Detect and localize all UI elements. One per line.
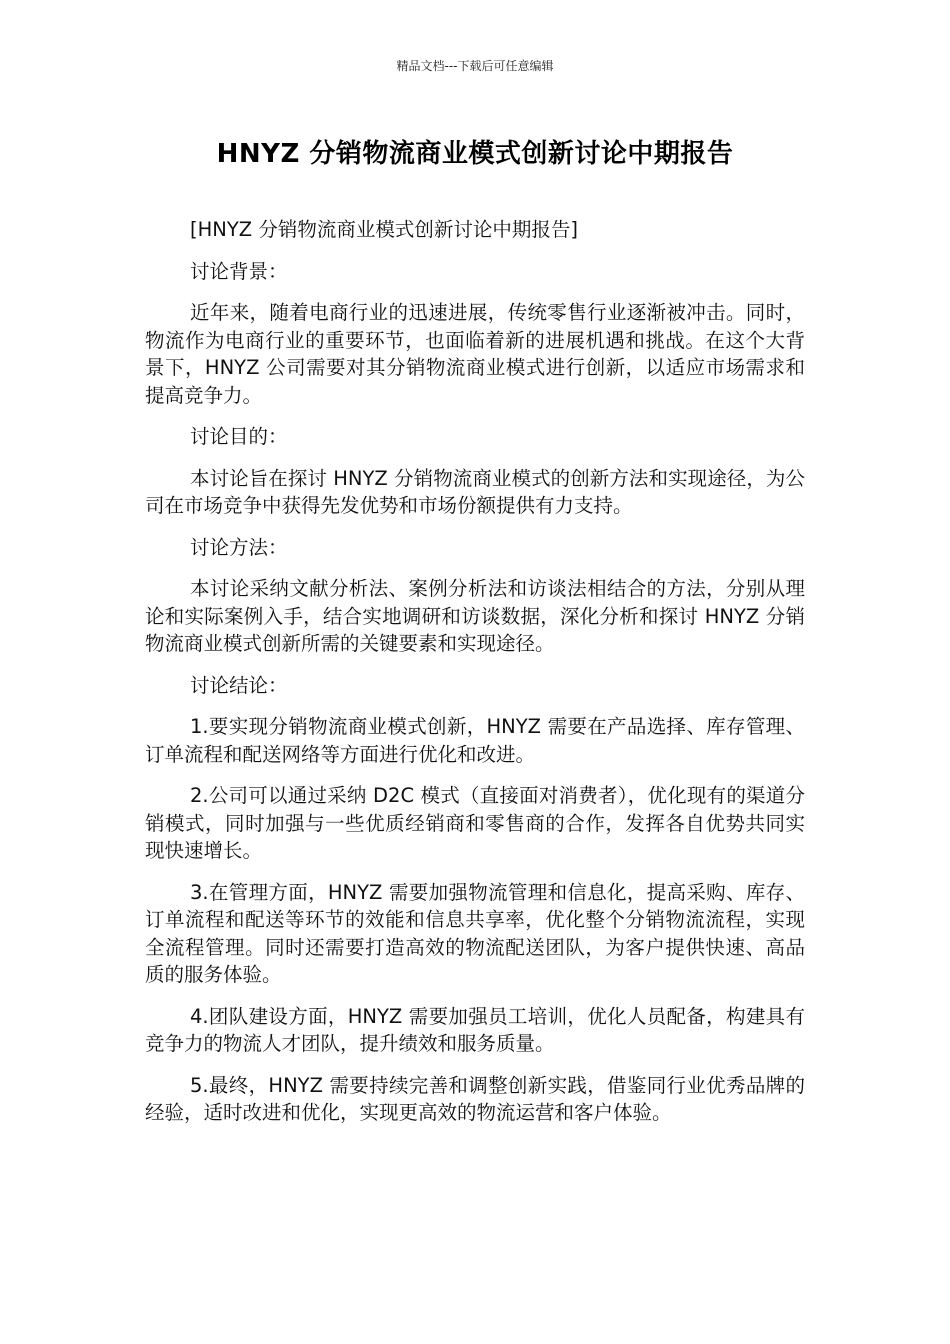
conclusion-item-4: 4.团队建设方面，HNYZ 需要加强员工培训，优化人员配备，构建具有竞争力的物流人才团队，提升绩效和服务质量。 — [145, 1004, 805, 1055]
heading-conclusion: 讨论结论： — [190, 673, 288, 697]
paragraph-background: 近年来，随着电商行业的迅速进展，传统零售行业逐渐被冲击。同时，物流作为电商行业的重要环节，也面临着新的进展机遇和挑战。在这个大背景下，HNYZ 公司需要对其分销物流商业模式进行创新，以适应市场需求和提高竞争力。 — [145, 301, 805, 407]
conclusion-item-2: 2.公司可以通过采纳 D2C 模式（直接面对消费者），优化现有的渠道分销模式，同时加强与一些优质经销商和零售商的合作，发挥各自优势共同实现快速增长。 — [145, 784, 805, 862]
paragraph-purpose: 本讨论旨在探讨 HNYZ 分销物流商业模式的创新方法和实现途径，为公司在市场竞争中获得先发优势和市场份额提供有力支持。 — [145, 466, 805, 517]
paragraph-title-echo: [HNYZ 分销物流商业模式创新讨论中期报告] — [190, 218, 578, 241]
heading-purpose: 讨论目的： — [190, 425, 288, 448]
heading-method: 讨论方法： — [190, 535, 288, 559]
page-header: 精品文档---下载后可任意编辑 — [396, 59, 554, 73]
paragraph-method: 本讨论采纳文献分析法、案例分析法和访谈法相结合的方法，分别从理论和实际案例入手，结合实地调研和访谈数据，深化分析和探讨 HNYZ 分销物流商业模式创新所需的关键要素和实现途径。 — [145, 577, 805, 655]
heading-background: 讨论背景： — [190, 259, 288, 283]
conclusion-item-1: 1.要实现分销物流商业模式创新，HNYZ 需要在产品选择、库存管理、订单流程和配送网络等方面进行优化和改进。 — [145, 715, 805, 766]
document-title: HNYZ 分销物流商业模式创新讨论中期报告 — [216, 139, 734, 169]
document-body — [145, 216, 805, 1141]
conclusion-item-3: 3.在管理方面，HNYZ 需要加强物流管理和信息化，提高采购、库存、订单流程和配送等环节的效能和信息共享率，优化整个分销物流流程，实现全流程管理。同时还需要打造高效的物流配送团队，为客户提供快速、高品质的服务体验。 — [145, 880, 805, 986]
conclusion-item-5: 5.最终，HNYZ 需要持续完善和调整创新实践，借鉴同行业优秀品牌的经验，适时改进和优化，实现更高效的物流运营和客户体验。 — [145, 1073, 805, 1124]
